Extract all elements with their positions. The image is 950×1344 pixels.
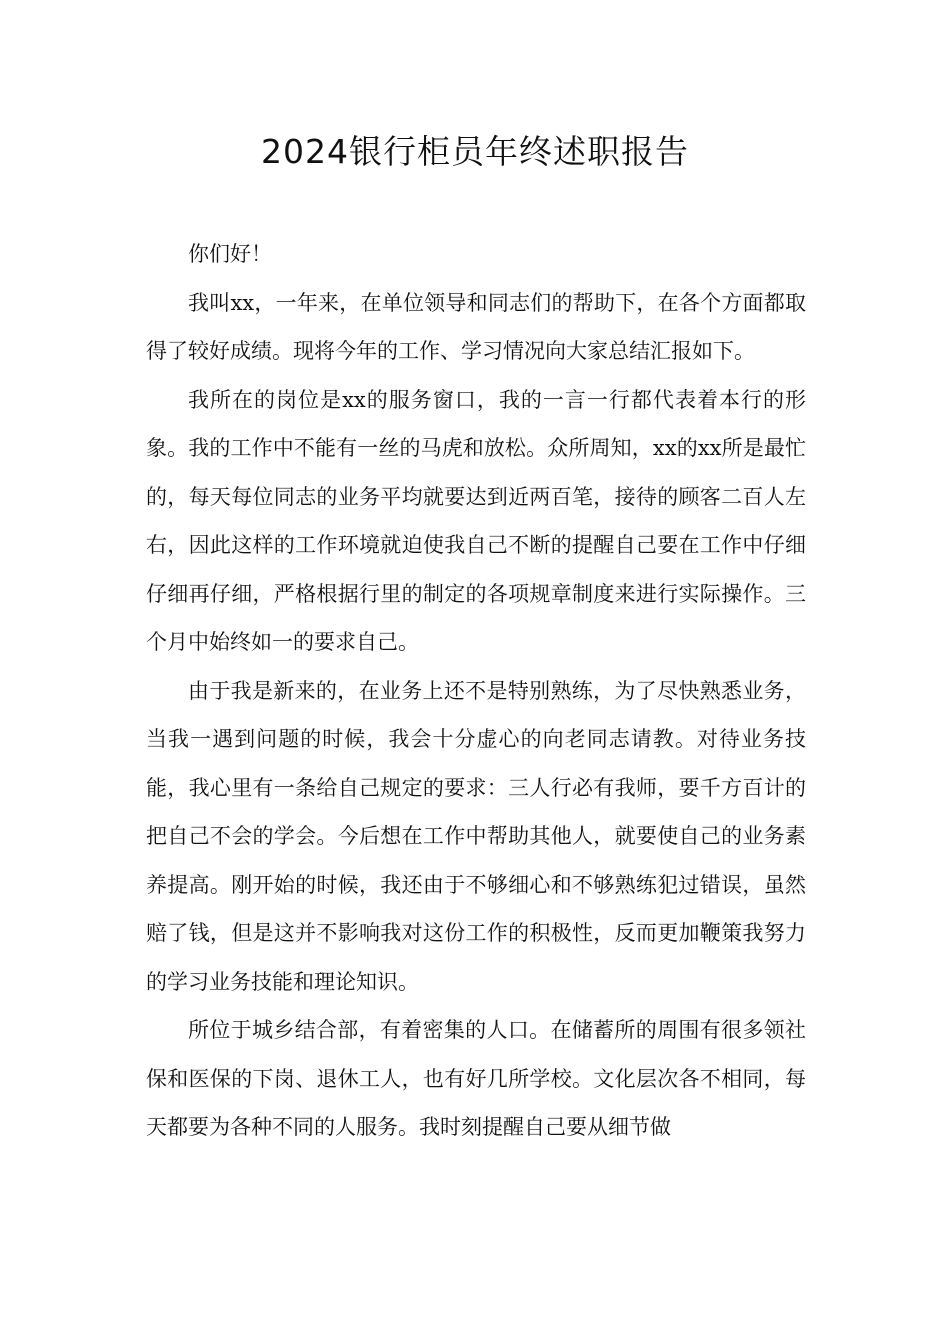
paragraph-greeting: 你们好！ — [188, 242, 272, 266]
paragraph-location: 所位于城乡结合部，有着密集的人口。在储蓄所的周围有很多领社保和医保的下岗、退休工人，也有好几所学校。文化层次各不相同，每天都要为各种不同的人服务。我时刻提醒自己要从细节做 — [146, 1018, 806, 1139]
document-body — [146, 230, 806, 1152]
paragraph-introduction: 我叫xx，一年来，在单位领导和同志们的帮助下，在各个方面都取得了较好成绩。现将今年的工作、学习情况向大家总结汇报如下。 — [146, 290, 806, 363]
document-title: 2024银行柜员年终述职报告 — [261, 132, 689, 171]
paragraph-service-window: 我所在的岗位是xx的服务窗口，我的一言一行都代表着本行的形象。我的工作中不能有一丝的马虎和放松。众所周知，xx的xx所是最忙的，每天每位同志的业务平均就要达到近两百笔，接待的顾客二百人左右，因此这样的工作环境就迫使我自己不断的提醒自己要在工作中仔细仔细再仔细，严格根据行里的制定的各项规章制度来进行实际操作。三个月中始终如一的要求自己。 — [146, 387, 806, 654]
paragraph-learning: 由于我是新来的，在业务上还不是特别熟练，为了尽快熟悉业务，当我一遇到问题的时候，我会十分虚心的向老同志请教。对待业务技能，我心里有一条给自己规定的要求：三人行必有我师，要千方百计的把自己不会的学会。今后想在工作中帮助其他人，就要使自己的业务素养提高。刚开始的时候，我还由于不够细心和不够熟练犯过错误，虽然赔了钱，但是这并不影响我对这份工作的积极性，反而更加鞭策我努力的学习业务技能和理论知识。 — [146, 678, 806, 994]
